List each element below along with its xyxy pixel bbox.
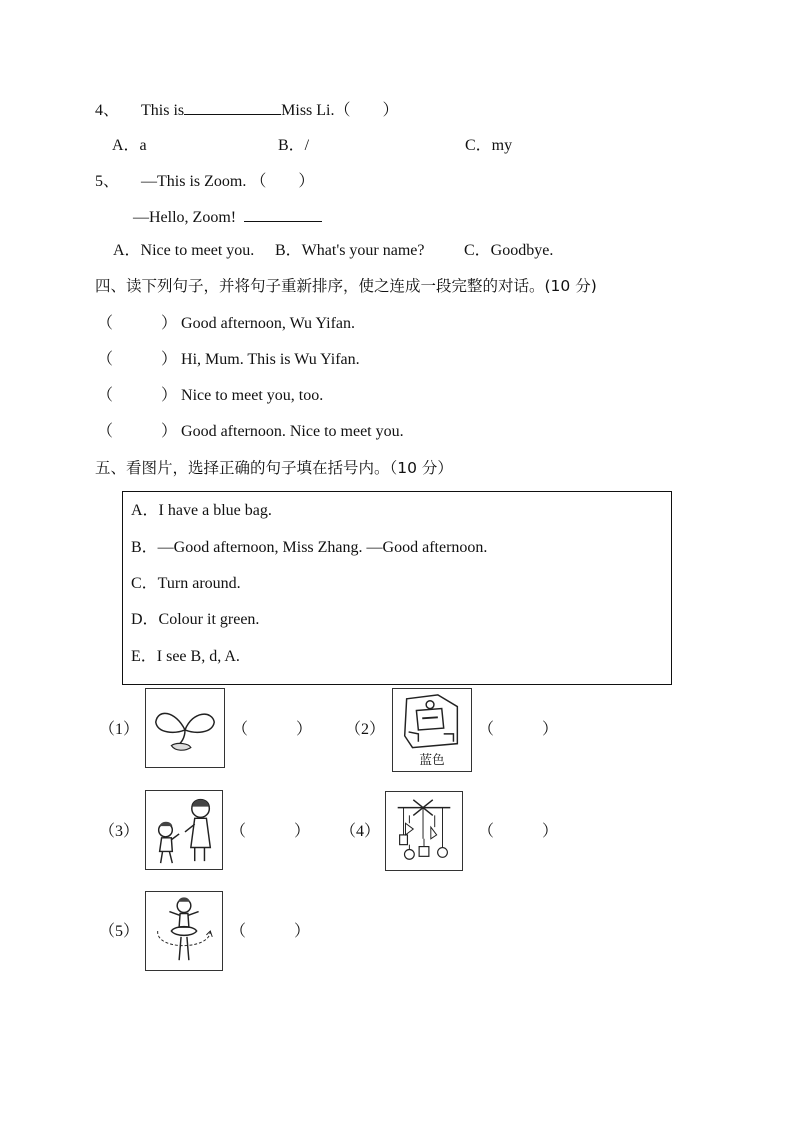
picture-1-number: （1） <box>99 721 140 738</box>
picture-4-answer[interactable]: （ ） <box>478 823 559 840</box>
q4-option-c: C．my <box>465 137 513 154</box>
q4-number: 4、 <box>95 102 120 119</box>
q4-option-a: A．a <box>112 137 147 154</box>
q5-line2-text: —Hello, Zoom! <box>133 209 237 226</box>
choice-c: C．Turn around. <box>131 575 241 592</box>
q5-blank[interactable] <box>244 207 322 222</box>
section5-heading: 五、看图片，选择正确的句子填在括号内。（10 分） <box>95 459 453 477</box>
q5-line1 <box>95 172 314 192</box>
choice-b: B．—Good afternoon, Miss Zhang. —Good afternoon. <box>131 539 488 556</box>
picture-3-answer[interactable]: （ ） <box>230 823 311 840</box>
choice-d: D．Colour it green. <box>131 611 260 628</box>
picture-2-caption: 蓝色 <box>419 752 445 768</box>
picture-5-answer[interactable]: （ ） <box>230 923 311 940</box>
picture-1-answer[interactable]: （ ） <box>232 721 313 738</box>
mobile-letters-icon <box>386 792 462 870</box>
answer-paren[interactable]: （ ） <box>97 387 178 404</box>
q5-line1-text: —This is Zoom. （ ） <box>141 173 315 190</box>
q5-line2 <box>133 207 322 228</box>
q5-option-a: A．Nice to meet you. <box>113 242 255 259</box>
section4-item-1 <box>97 314 355 334</box>
q5-option-b: B．What's your name? <box>275 242 425 259</box>
dialogue-sentence: Good afternoon. Nice to meet you. <box>181 423 404 440</box>
dialogue-sentence: Good afternoon, Wu Yifan. <box>181 315 355 332</box>
dancer-turning-icon <box>146 892 222 970</box>
picture-5 <box>145 891 223 971</box>
choice-a: A．I have a blue bag. <box>131 502 272 519</box>
q4-stem-after: Miss Li.（ ） <box>281 102 399 119</box>
section4-item-3 <box>97 386 323 406</box>
section4-heading: 四、读下列句子，并将句子重新排序，使之连成一段完整的对话。(10 分) <box>95 277 597 295</box>
q4-stem-before: This is <box>141 102 185 119</box>
picture-2 <box>392 688 472 772</box>
picture-1 <box>145 688 225 768</box>
dialogue-sentence: Hi, Mum. This is Wu Yifan. <box>181 351 360 368</box>
dialogue-sentence: Nice to meet you, too. <box>181 387 324 404</box>
picture-4 <box>385 791 463 871</box>
q5-option-c: C．Goodbye. <box>464 242 554 259</box>
picture-3 <box>145 790 223 870</box>
answer-paren[interactable]: （ ） <box>97 315 178 332</box>
section4-item-4 <box>97 422 404 442</box>
picture-5-number: （5） <box>99 923 140 940</box>
picture-4-number: （4） <box>340 823 381 840</box>
section4-item-2 <box>97 350 360 370</box>
picture-2-answer[interactable]: （ ） <box>478 721 559 738</box>
q4-option-b: B．/ <box>278 137 310 154</box>
picture-2-number: （2） <box>345 721 386 738</box>
q4-blank[interactable] <box>184 100 281 115</box>
choice-e: E．I see B, d, A. <box>131 648 240 665</box>
teacher-student-icon <box>146 791 222 869</box>
picture-3-number: （3） <box>99 823 140 840</box>
q5-number: 5、 <box>95 173 120 190</box>
q4-stem <box>95 100 399 121</box>
answer-paren[interactable]: （ ） <box>97 351 178 368</box>
answer-paren[interactable]: （ ） <box>97 423 178 440</box>
sprout-icon <box>146 689 224 767</box>
backpack-icon <box>393 689 471 771</box>
choices-box <box>122 491 672 685</box>
